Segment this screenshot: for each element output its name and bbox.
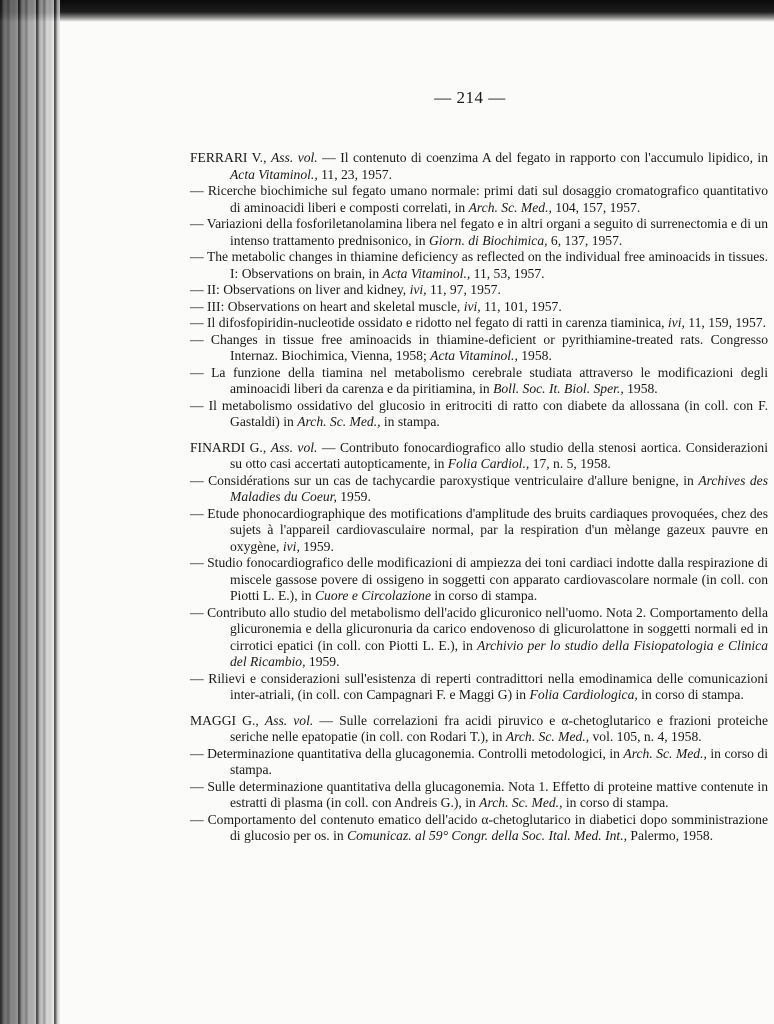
scan-top-edge [0,0,774,22]
bibliography-entry [190,506,768,556]
bibliography-entry [190,440,768,473]
journal-title: Boll. Soc. It. Biol. Sper., [493,381,624,396]
entry-text: 1959. [336,489,371,504]
journal-title: ivi, [667,315,685,330]
entry-text: 11, 159, 1957. [684,315,766,330]
entry-text: 1959. [305,654,340,669]
entry-text: in corso di stampa. [562,795,669,810]
entry-text: — La funzione della tiamina nel metabolismo cerebrale studiata attraverso le modificazioni degli aminoacidi liberi da carenza e da piritiamina, in [190,364,768,396]
bibliography-entry [190,365,768,398]
journal-title: Folia Cardiologica, [529,687,638,702]
scan-binding-shadow [0,0,60,1024]
journal-title: Acta Vitaminol., [382,265,471,281]
entry-text: FERRARI V., [190,150,271,165]
entry-text: in corso di stampa. [230,745,768,777]
entry-text: 6, 137, 1957. [547,232,623,248]
entry-text: — Sulle correlazioni fra acidi piruvico e α-chetoglutarico e frazioni proteiche seriche nelle epatopatie (in coll. con Rodari T.), in [230,712,768,744]
journal-title: Arch. Sc. Med., [479,795,563,810]
journal-title: Cuore e Circolazione [314,588,432,603]
entry-text: FINARDI G., [190,439,271,455]
bibliography-entry [190,746,768,779]
journal-title: Arch. Sc. Med., [505,729,590,744]
entry-text: in stampa. [380,414,440,429]
entry-text: 11, 97, 1957. [426,282,501,297]
entry-text: 1959. [299,538,334,554]
entry-text: — The metabolic changes in thiamine deficiency as reflected on the individual free aminoacids in tissues. I: Observations on brain, in [190,249,768,281]
bibliography-entry [190,249,768,282]
entry-text: MAGGI G., [190,712,265,728]
entry-text: 11, 101, 1957. [480,298,562,314]
entry-text: — Sulle determinazione quantitativa della glucagonemia. Nota 1. Effetto di proteine mattive contenute in estratti di plasma (in coll. con Andreis G.), in [190,778,768,810]
bibliography-entry [190,183,768,216]
entry-text: — Il contenuto di coenzima A del fegato in rapporto con l'accumulo lipidico, in [317,150,768,165]
bibliography-entry [190,779,768,812]
journal-title: Folia Cardiol., [447,456,530,471]
bibliography-entry [190,150,768,183]
bibliography [190,150,768,854]
entry-text: — III: Observations on heart and skeletal muscle, [190,298,464,314]
entry-text: — Ricerche biochimiche sul fegato umano normale: primi dati sul dosaggio cromatografico quantitativo di aminoacidi liberi e composti correlati, in [190,183,768,215]
journal-title: Giorn. di Biochimica, [428,232,548,248]
bibliography-entry [190,282,768,299]
entry-text: — Il metabolismo ossidativo del glucosio in eritrociti di ratto con diabete da allossana (in coll. con F. Gastaldi) in [190,397,768,429]
entry-text: — Considérations sur un cas de tachycardie paroxystique ventriculaire d'allure benigne, in [190,472,699,488]
journal-title: Archives des Maladies du Coeur, [230,472,768,504]
entry-text: — Contributo fonocardiografico allo studio della stenosi aortica. Considerazioni su otto casi accertati autopticamente, in [230,439,769,471]
bibliography-entry [190,713,768,746]
author-group [190,440,768,704]
entry-text: 104, 157, 1957. [551,199,641,215]
bibliography-entry [190,315,768,332]
entry-text: 11, 53, 1957. [470,265,545,281]
bibliography-entry [190,216,768,249]
entry-text: — Determinazione quantitativa della glucagonemia. Controlli metodologici, in [190,745,624,761]
bibliography-entry [190,299,768,316]
journal-title: ivi, [409,282,427,297]
journal-title: Archivio per lo studio della Fisiopatologia e Clinica del Ricambio, [230,637,768,669]
journal-title: Comunicaz. al 59° Congr. della Soc. Ital. Med. Int., [347,828,627,843]
entry-text: — Contributo allo studio del metabolismo dell'acido glicuronico nell'uomo. Nota 2. Comportamento della glicuronemia e della glicuronuria da carico endovenoso di glicurolattone in soggetti normali ed in cirrotici epatici (in coll. con Piotti L. E.), in [190,604,768,653]
bibliography-entry [190,605,768,671]
entry-text: 11, 23, 1957. [317,166,392,182]
entry-text: vol. 105, n. 4, 1958. [589,729,702,744]
journal-title: ivi, [463,298,481,314]
entry-text: — Il difosfopiridin-nucleotide ossidato e ridotto nel fegato di ratti in carenza tiaminica, [190,315,668,330]
journal-title: Acta Vitaminol., [430,348,518,363]
journal-title: Arch. Sc. Med., [623,745,707,761]
journal-title: Ass. vol. [264,712,314,728]
entry-text: 1958. [623,381,658,396]
journal-title: Acta Vitaminol., [230,166,318,182]
entry-text: 17, n. 5, 1958. [529,456,611,471]
entry-text: — Comportamento del contenuto ematico dell'acido α-chetoglutarico in diabetici dopo somministrazione di glucosio per os. in [190,811,768,843]
journal-title: Ass. vol. [270,439,318,455]
entry-text: in corso di stampa. [637,687,744,702]
entry-text: — Rilievi e considerazioni sull'esistenza di reperti contradittori nella emodinamica delle comunicazioni inter-atriali, (in coll. con Campagnari F. e Maggi G) in [190,670,768,702]
author-group [190,150,768,431]
entry-text: — II: Observations on liver and kidney, [190,282,410,297]
bibliography-entry [190,555,768,605]
bibliography-entry [190,398,768,431]
entry-text: — Variazioni della fosforiletanolamina libera nel fegato e in altri organi a seguito di surrenectomia e di un intenso trattamento prednisonico, in [190,216,768,248]
entry-text: in corso di stampa. [431,588,538,603]
bibliography-entry [190,812,768,845]
journal-title: Arch. Sc. Med., [468,199,552,215]
bibliography-entry [190,671,768,704]
entry-text: — Studio fonocardiografico delle modificazioni di ampiezza dei toni cardiaci indotte dalla respirazione di miscele gassose povere di ossigeno in soggetti con apparato cardiovascolare normale (in coll. con Piotti L. E.), in [190,555,768,603]
author-group [190,713,768,845]
entry-text: Palermo, 1958. [627,828,714,843]
bibliography-entry [190,332,768,365]
bibliography-entry [190,473,768,506]
journal-title: ivi, [282,538,300,554]
entry-text: — Changes in tissue free aminoacids in thiamine-deficient or pyrithiamine-treated rats. Congresso Internaz. Biochimica, Vienna, 1958; [190,331,768,363]
page-number: — 214 — [434,88,506,107]
entry-text: 1958. [517,348,552,363]
journal-title: Arch. Sc. Med., [297,414,381,429]
journal-title: Ass. vol. [270,150,318,165]
entry-text: — Etude phonocardiographique des motifications d'amplitude des bruits cardiaques provoquées, chez des sujets à l'appareil cardiovasculaire normal, par la respiration d'un mèlange gazeux pauvre en oxygène, [190,505,768,554]
